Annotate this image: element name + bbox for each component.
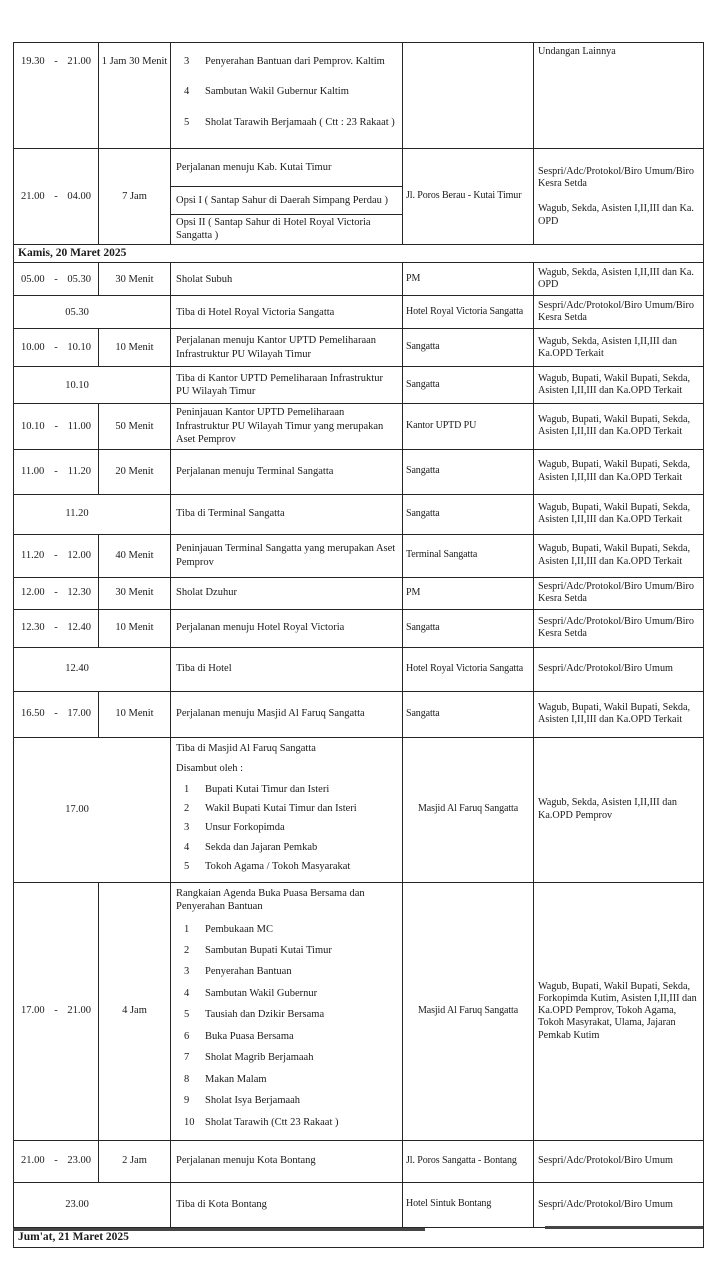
duration-cell: 1 Jam 30 Menit xyxy=(99,43,171,149)
activity-cell: Tiba di Hotel Royal Victoria Sangatta xyxy=(171,296,403,329)
schedule-row xyxy=(14,263,704,296)
time-end: 04.00 xyxy=(67,191,91,203)
participants-cell xyxy=(534,263,704,296)
time-dash: - xyxy=(54,1155,58,1167)
schedule-row xyxy=(14,149,704,245)
time-dash: - xyxy=(54,587,58,599)
activity-item xyxy=(176,1116,398,1129)
item-number: 5 xyxy=(184,116,190,128)
item-text: Bupati Kutai Timur dan Isteri xyxy=(205,783,330,795)
item-text: Sambutan Bupati Kutai Timur xyxy=(205,945,332,956)
participants-cell xyxy=(534,404,704,449)
duration-cell: 30 Menit xyxy=(99,577,171,609)
time-start: 11.00 xyxy=(21,465,45,477)
item-number: 3 xyxy=(184,56,190,67)
activity-item xyxy=(176,85,398,98)
participant-group: Sespri/Adc/Protokol/Biro Umum/Biro Kesra Setda xyxy=(538,300,694,324)
activity-cell: Peninjauan Kantor UPTD Pemeliharaan Infrastruktur PU Wilayah Timur yang merupakan Aset Pemprov xyxy=(171,404,403,449)
time-start: 17.00 xyxy=(21,1005,45,1017)
item-text: Unsur Forkopimda xyxy=(205,822,285,834)
activity-item xyxy=(176,802,398,815)
location-cell xyxy=(403,43,534,149)
activity-cell: Peninjauan Terminal Sangatta yang merupakan Aset Pemprov xyxy=(171,534,403,577)
location-cell: Masjid Al Faruq Sangatta xyxy=(403,882,534,1140)
activity-cell: Tiba di Kota Bontang xyxy=(171,1182,403,1227)
location-cell: PM xyxy=(403,263,534,296)
location-cell: Sangatta xyxy=(403,691,534,737)
location-cell: Jl. Poros Sangatta - Bontang xyxy=(403,1140,534,1182)
duration-cell: 50 Menit xyxy=(99,404,171,449)
schedule-row xyxy=(14,882,704,1140)
time-dash: - xyxy=(54,56,58,67)
item-number: 9 xyxy=(184,1095,190,1107)
time-cell: 17.00 xyxy=(14,737,171,882)
participants-cell xyxy=(534,534,704,577)
location-cell: PM xyxy=(403,577,534,609)
participant-group: Wagub, Sekda, Asisten I,II,III dan Ka.OPD Pemprov xyxy=(538,797,677,821)
time-cell: 12.40 xyxy=(14,647,171,691)
time-dash: - xyxy=(54,273,58,285)
activity-item xyxy=(176,1008,398,1021)
activity-item xyxy=(176,1030,398,1043)
item-number: 7 xyxy=(184,1052,190,1064)
item-number: 5 xyxy=(184,1009,190,1021)
time-dash: - xyxy=(54,622,58,634)
activity-intro-line: Disambut oleh : xyxy=(176,763,244,775)
item-number: 1 xyxy=(184,923,190,935)
time-end: 12.00 xyxy=(67,549,91,561)
participants-cell xyxy=(534,647,704,691)
time-dash: - xyxy=(54,708,58,720)
participants-cell xyxy=(534,296,704,329)
item-text: Sambutan Wakil Gubernur xyxy=(205,987,318,999)
participant-group: Wagub, Sekda, Asisten I,II,III dan Ka. OPD xyxy=(538,267,694,291)
location-cell: Sangatta xyxy=(403,329,534,367)
activity-cell: Perjalanan menuju Terminal Sangatta xyxy=(171,449,403,494)
schedule-row xyxy=(14,367,704,404)
activity-subcell: Perjalanan menuju Kab. Kutai Timur xyxy=(171,150,402,187)
participants-cell xyxy=(534,691,704,737)
participant-group: Wagub, Bupati, Wakil Bupati, Sekda, Asisten I,II,III dan Ka.OPD Terkait xyxy=(538,414,691,438)
itinerary-table xyxy=(13,42,704,1248)
time-cell xyxy=(14,404,99,449)
time-dash: - xyxy=(54,549,58,561)
activity-item xyxy=(176,783,398,796)
activity-intro-line: Tiba di Masjid Al Faruq Sangatta xyxy=(176,742,316,754)
activity-item xyxy=(176,860,398,873)
duration-cell: 10 Menit xyxy=(99,691,171,737)
item-number: 5 xyxy=(184,861,190,873)
time-end: 11.00 xyxy=(67,420,91,432)
date-header: Kamis, 20 Maret 2025 xyxy=(14,245,704,263)
item-number: 2 xyxy=(184,945,190,956)
time-end: 12.40 xyxy=(67,622,91,634)
schedule-row xyxy=(14,577,704,609)
time-start: 19.30 xyxy=(21,56,45,67)
location-cell: Hotel Royal Victoria Sangatta xyxy=(403,296,534,329)
activity-item xyxy=(176,821,398,834)
activity-item xyxy=(176,987,398,1000)
time-start: 21.00 xyxy=(21,191,45,203)
activity-cell: Perjalanan menuju Masjid Al Faruq Sangatta xyxy=(171,691,403,737)
activity-cell xyxy=(171,737,403,882)
participant-group: Sespri/Adc/Protokol/Biro Umum/Biro Kesra Setda xyxy=(538,580,694,605)
participants-cell xyxy=(534,43,704,149)
activity-cell: Perjalanan menuju Hotel Royal Victoria xyxy=(171,609,403,647)
date-header: Jum'at, 21 Maret 2025 xyxy=(14,1227,704,1247)
location-cell: Sangatta xyxy=(403,449,534,494)
location-cell: Jl. Poros Berau - Kutai Timur xyxy=(403,149,534,245)
item-number: 4 xyxy=(184,86,190,98)
activity-cell: Tiba di Kantor UPTD Pemeliharaan Infrastruktur PU Wilayah Timur xyxy=(171,367,403,404)
item-text: Penyerahan Bantuan dari Pemprov. Kaltim xyxy=(205,56,385,67)
activity-intro-line: Rangkaian Agenda Buka Puasa Bersama dan Penyerahan Bantuan xyxy=(176,887,365,913)
participants-cell xyxy=(534,1182,704,1227)
time-end: 17.00 xyxy=(67,708,91,720)
schedule-row xyxy=(14,449,704,494)
schedule-row xyxy=(14,329,704,367)
location-cell: Kantor UPTD PU xyxy=(403,404,534,449)
item-text: Penyerahan Bantuan xyxy=(205,966,292,978)
time-dash: - xyxy=(54,1005,58,1017)
time-cell xyxy=(14,263,99,296)
participant-group: Wagub, Bupati, Wakil Bupati, Sekda, Asisten I,II,III dan Ka.OPD Terkait xyxy=(538,373,691,397)
duration-cell: 4 Jam xyxy=(99,882,171,1140)
time-cell xyxy=(14,577,99,609)
time-cell: 11.20 xyxy=(14,494,171,534)
activity-item xyxy=(176,944,398,957)
activity-item xyxy=(176,1073,398,1086)
date-header-row xyxy=(14,245,704,263)
time-start: 10.00 xyxy=(21,342,45,354)
time-end: 10.10 xyxy=(67,342,91,354)
schedule-row xyxy=(14,296,704,329)
scan-artifact-line xyxy=(545,1226,703,1229)
participants-cell xyxy=(534,449,704,494)
participant-group: Wagub, Bupati, Wakil Bupati, Sekda, Asisten I,II,III dan Ka.OPD Terkait xyxy=(538,543,691,567)
schedule-row xyxy=(14,534,704,577)
schedule-row xyxy=(14,1140,704,1182)
activity-cell: Tiba di Hotel xyxy=(171,647,403,691)
activity-cell xyxy=(171,43,403,149)
participants-cell xyxy=(534,1140,704,1182)
time-start: 12.00 xyxy=(21,587,45,599)
scan-artifact-line xyxy=(13,1228,425,1231)
time-start: 16.50 xyxy=(21,708,45,720)
duration-cell: 10 Menit xyxy=(99,609,171,647)
activity-item xyxy=(176,923,398,936)
item-number: 3 xyxy=(184,822,190,834)
location-cell: Sangatta xyxy=(403,367,534,404)
location-cell: Sangatta xyxy=(403,494,534,534)
activity-cell: Perjalanan menuju Kantor UPTD Pemeliharaan Infrastruktur PU Wilayah Timur xyxy=(171,329,403,367)
participant-group: Sespri/Adc/Protokol/Biro Umum/Biro Kesra Setda xyxy=(538,615,694,640)
time-dash: - xyxy=(54,191,58,203)
schedule-row xyxy=(14,609,704,647)
duration-cell: 30 Menit xyxy=(99,263,171,296)
time-cell: 23.00 xyxy=(14,1182,171,1227)
schedule-row xyxy=(14,647,704,691)
schedule-row xyxy=(14,737,704,882)
time-dash: - xyxy=(54,420,58,432)
item-text: Sholat Tarawih Berjamaah ( Ctt : 23 Rakaat ) xyxy=(205,116,395,128)
participants-cell xyxy=(534,367,704,404)
duration-cell: 40 Menit xyxy=(99,534,171,577)
schedule-row xyxy=(14,1182,704,1227)
activity-cell: Perjalanan menuju Kota Bontang xyxy=(171,1140,403,1182)
location-cell: Sangatta xyxy=(403,609,534,647)
location-cell: Masjid Al Faruq Sangatta xyxy=(403,737,534,882)
item-number: 1 xyxy=(184,783,190,795)
time-start: 12.30 xyxy=(21,622,45,634)
time-start: 05.00 xyxy=(21,273,45,285)
time-start: 21.00 xyxy=(21,1155,45,1167)
item-number: 10 xyxy=(184,1116,195,1128)
item-number: 4 xyxy=(184,841,190,853)
schedule-row xyxy=(14,404,704,449)
item-number: 2 xyxy=(184,802,190,814)
participant-group: Sespri/Adc/Protokol/Biro Umum/Biro Kesra Setda xyxy=(538,165,694,190)
participant-group: Undangan Lainnya xyxy=(538,46,616,57)
activity-cell: Sholat Dzuhur xyxy=(171,577,403,609)
participant-group: Sespri/Adc/Protokol/Biro Umum xyxy=(538,1198,673,1210)
time-end: 12.30 xyxy=(67,587,91,599)
item-text: Sholat Magrib Berjamaah xyxy=(205,1052,314,1064)
duration-cell: 10 Menit xyxy=(99,329,171,367)
time-cell xyxy=(14,449,99,494)
time-start: 11.20 xyxy=(21,549,45,561)
activity-item xyxy=(176,55,398,68)
location-cell: Hotel Royal Victoria Sangatta xyxy=(403,647,534,691)
activity-subcell: Opsi II ( Santap Sahur di Hotel Royal Victoria Sangatta ) xyxy=(176,216,371,242)
time-dash: - xyxy=(54,465,58,477)
schedule-row xyxy=(14,43,704,149)
time-cell xyxy=(14,43,99,149)
item-number: 4 xyxy=(184,987,190,999)
item-text: Tokoh Agama / Tokoh Masyarakat xyxy=(205,861,351,873)
participant-group: Sespri/Adc/Protokol/Biro Umum xyxy=(538,663,673,674)
participants-cell xyxy=(534,494,704,534)
participant-group: Wagub, Sekda, Asisten I,II,III dan Ka.OPD Terkait xyxy=(538,335,677,359)
item-text: Makan Malam xyxy=(205,1073,267,1085)
time-cell xyxy=(14,691,99,737)
participant-group: Wagub, Bupati, Wakil Bupati, Sekda, Asisten I,II,III dan Ka.OPD Terkait xyxy=(538,701,691,726)
time-end: 21.00 xyxy=(67,1005,91,1017)
time-end: 21.00 xyxy=(67,56,91,67)
participant-group: Sespri/Adc/Protokol/Biro Umum xyxy=(538,1155,673,1167)
time-end: 11.20 xyxy=(67,465,91,477)
schedule-row xyxy=(14,691,704,737)
item-text: Tausiah dan Dzikir Bersama xyxy=(205,1009,325,1021)
duration-cell: 2 Jam xyxy=(99,1140,171,1182)
item-number: 6 xyxy=(184,1030,190,1042)
activity-cell xyxy=(171,882,403,1140)
time-cell xyxy=(14,149,99,245)
time-cell xyxy=(14,1140,99,1182)
time-start: 10.10 xyxy=(21,420,45,432)
time-cell xyxy=(14,534,99,577)
activity-item xyxy=(176,1051,398,1064)
location-cell: Terminal Sangatta xyxy=(403,534,534,577)
schedule-row xyxy=(14,494,704,534)
item-text: Sekda dan Jajaran Pemkab xyxy=(205,841,318,853)
participant-group: Wagub, Sekda, Asisten I,II,III dan Ka. OPD xyxy=(538,203,694,227)
participants-cell xyxy=(534,577,704,609)
activity-item xyxy=(176,841,398,854)
item-text: Sholat Tarawih (Ctt 23 Rakaat ) xyxy=(205,1116,339,1128)
participants-cell xyxy=(534,609,704,647)
activity-cell: Sholat Subuh xyxy=(171,263,403,296)
participants-cell xyxy=(534,149,704,245)
time-cell xyxy=(14,609,99,647)
time-cell: 10.10 xyxy=(14,367,171,404)
item-text: Buka Puasa Bersama xyxy=(205,1030,294,1042)
item-text: Pembukaan MC xyxy=(205,923,273,935)
time-end: 23.00 xyxy=(67,1155,91,1167)
location-cell: Hotel Sintuk Bontang xyxy=(403,1182,534,1227)
item-text: Sambutan Wakil Gubernur Kaltim xyxy=(205,86,349,98)
time-end: 05.30 xyxy=(67,273,91,285)
participant-group: Wagub, Bupati, Wakil Bupati, Sekda, Asisten I,II,III dan Ka.OPD Terkait xyxy=(538,459,691,483)
participants-cell xyxy=(534,882,704,1140)
activity-cell xyxy=(171,149,403,245)
time-cell xyxy=(14,329,99,367)
time-cell xyxy=(14,882,99,1140)
activity-cell: Tiba di Terminal Sangatta xyxy=(171,494,403,534)
time-dash: - xyxy=(54,342,58,354)
participant-group: Wagub, Bupati, Wakil Bupati, Sekda, Asisten I,II,III dan Ka.OPD Terkait xyxy=(538,501,691,526)
item-number: 3 xyxy=(184,966,190,978)
activity-item xyxy=(176,1094,398,1107)
duration-cell: 20 Menit xyxy=(99,449,171,494)
participants-cell xyxy=(534,329,704,367)
item-text: Wakil Bupati Kutai Timur dan Isteri xyxy=(205,802,357,814)
activity-item xyxy=(176,116,398,129)
participants-cell xyxy=(534,737,704,882)
activity-subcell: Opsi I ( Santap Sahur di Daerah Simpang Perdau ) xyxy=(171,187,402,215)
duration-cell: 7 Jam xyxy=(99,149,171,245)
item-text: Sholat Isya Berjamaah xyxy=(205,1095,301,1107)
activity-item xyxy=(176,965,398,978)
participant-group: Wagub, Bupati, Wakil Bupati, Sekda, Forkopimda Kutim, Asisten I,II,III dan Ka.OPD Pemprov, Tokoh Agama, Tokoh Masyrakat, Ulama, Jajaran Pemkab Kutim xyxy=(538,980,697,1041)
time-cell: 05.30 xyxy=(14,296,171,329)
item-number: 8 xyxy=(184,1073,190,1085)
